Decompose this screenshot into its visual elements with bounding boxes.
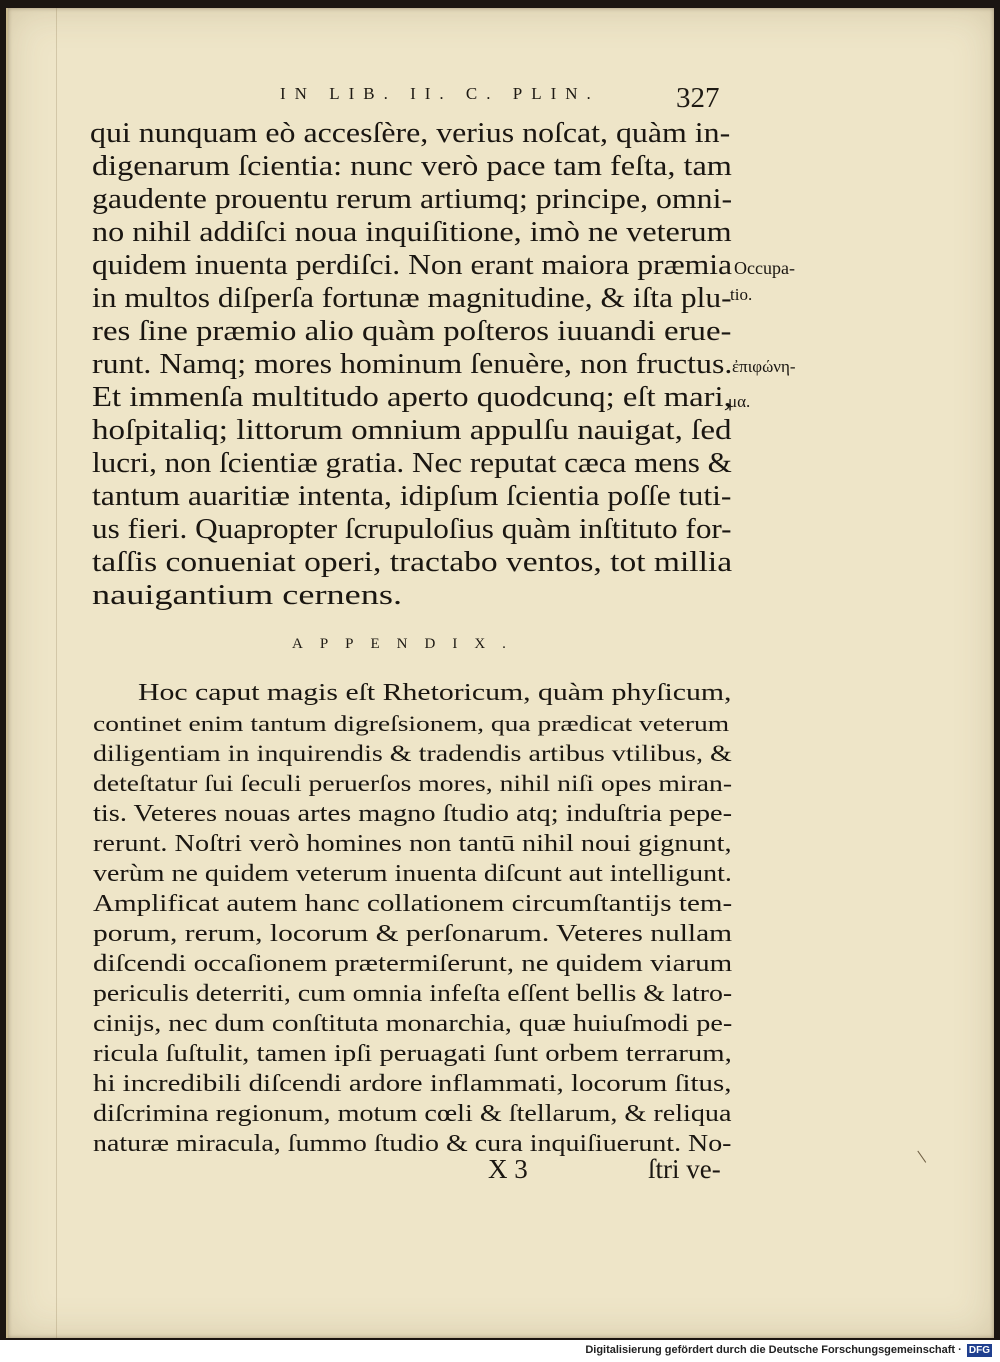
text-line: verùm ne quidem veterum inuenta diſcunt aut intelligunt. [93, 861, 732, 887]
text-line: diſcendi occaſionem prætermiſerunt, ne quidem viarum [93, 951, 733, 977]
text-line: digenarum ſcientia: nunc verò pace tam feſta, tam [92, 150, 732, 182]
dfg-logo: DFG [968, 1345, 990, 1356]
text-line: rerunt. Noſtri verò homines non tantū nihil noui gignunt, [93, 831, 732, 857]
margin-note-occupatio: Occupa- [734, 258, 795, 278]
text-line: Hoc caput magis eſt Rhetoricum, quàm phyſicum, [138, 680, 732, 706]
margin-note-epiphonema-cont: μα. [728, 392, 751, 411]
text-line: Et immenſa multitudo aperto quodcunq; eſt mari, [92, 381, 732, 413]
text-line: continet enim tantum digreſsionem, qua prædicat veterum [93, 711, 730, 736]
footer-credit-text: Digitalisierung gefördert durch die Deutsche Forschungsgemeinschaft · [585, 1344, 962, 1356]
text-line: porum, rerum, locorum & perſonarum. Veteres nullam [93, 921, 733, 947]
text-line: ricula ſuſtulit, tamen ipſi peruagati ſunt orbem terrarum, [93, 1041, 732, 1067]
text-line: gaudente prouentu rerum artiumq; principe, omni- [92, 183, 733, 215]
text-line: taſſis conueniat operi, tractabo ventos, tot millia [92, 546, 733, 578]
text-line: deteſtatur ſui ſeculi peruerſos mores, nihil niſi opes miran- [93, 771, 733, 796]
text-line: Amplificat autem hanc collationem circumſtantijs tem- [93, 891, 733, 917]
text-line: cinijs, nec dum conſtituta monarchia, quæ huiuſmodi pe- [93, 1011, 733, 1037]
text-line: diſcrimina regionum, motum cœli & ſtellarum, & reliqua [93, 1101, 732, 1127]
text-line: naturæ miracula, ſummo ſtudio & cura inquiſiuerunt. No- [93, 1131, 732, 1157]
text-line: tis. Veteres nouas artes magno ſtudio atq; induſtria pepe- [93, 801, 733, 827]
text-line: diligentiam in inquirendis & tradendis artibus vtilibus, & [93, 741, 732, 766]
text-line: tantum auaritiæ intenta, idipſum ſcientia poſſe tuti- [92, 480, 732, 512]
margin-note-occupatio-cont: tio. [730, 285, 753, 304]
fold-shadow [56, 8, 57, 1338]
text-line: qui nunquam eò accesſère, verius noſcat, quàm in- [90, 117, 731, 149]
text-line: res ſine præmio alio quàm poſteros iuuandi erue- [92, 315, 732, 347]
running-head: IN LIB. II. C. PLIN. [280, 84, 600, 103]
text-line: nauigantium cernens. [92, 579, 403, 611]
text-line: hi incredibili diſcendi ardore inflammati, locorum ſitus, [93, 1071, 732, 1097]
digitization-footer [585, 1344, 992, 1357]
text-line: periculis deterriti, cum omnia infeſta eſſent bellis & latro- [93, 981, 733, 1007]
page-number: 327 [676, 82, 720, 114]
catchword: ſtri ve- [648, 1154, 721, 1184]
text-line: no nihil addiſci noua inquiſitione, imò ne veterum [92, 216, 732, 248]
text-line: runt. Namq; mores hominum ſenuère, non fructus. [92, 348, 733, 380]
signature-mark: X 3 [488, 1154, 528, 1184]
text-line: us fieri. Quapropter ſcrupuloſius quàm inſtituto for- [92, 513, 732, 545]
text-line: lucri, non ſcientiæ gratia. Nec reputat cæca mens & [92, 447, 732, 479]
margin-note-epiphonema: ἐπιφώνη- [732, 357, 796, 376]
text-line: quidem inuenta perdiſci. Non erant maiora præmia [92, 249, 733, 281]
text-line: in multos diſperſa fortunæ magnitudine, & iſta plu- [92, 282, 732, 314]
text-line: hoſpitaliq; littorum omnium appulſu nauigat, ſed [92, 414, 732, 446]
appendix-heading: APPENDIX. [292, 636, 523, 652]
